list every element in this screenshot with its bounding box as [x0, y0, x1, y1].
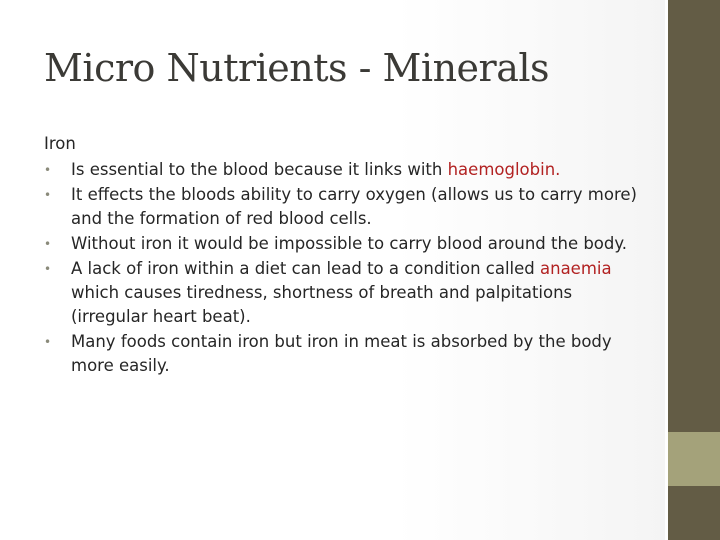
bullet-item: [44, 330, 644, 378]
sidebar-accent-block: [668, 432, 720, 486]
bullet-text-continued: which causes tiredness, shortness of breath and palpitations (irregular heart beat).: [71, 283, 573, 326]
bullet-text: It effects the bloods ability to carry oxygen (allows us to carry more) and the formation of red blood cells.: [71, 185, 637, 228]
bullet-list: [44, 158, 644, 378]
bullet-text: Without iron it would be impossible to carry blood around the body.: [71, 234, 628, 253]
bullet-text: Many foods contain iron but iron in meat is absorbed by the body more easily.: [71, 332, 612, 375]
section-heading: Iron: [44, 134, 76, 153]
bullet-icon: •: [44, 163, 52, 177]
highlighted-term: haemoglobin.: [447, 160, 561, 179]
bullet-item: [44, 183, 644, 231]
highlighted-term: anaemia: [540, 259, 612, 278]
bullet-item: [44, 257, 644, 329]
bullet-icon: •: [44, 237, 52, 251]
slide-title: Micro Nutrients - Minerals: [44, 46, 550, 90]
bullet-text: A lack of iron within a diet can lead to a condition called: [71, 259, 540, 278]
slide-body: [44, 132, 644, 379]
bullet-icon: •: [44, 335, 52, 349]
bullet-icon: •: [44, 188, 52, 202]
bullet-item: [44, 158, 644, 182]
bullet-item: [44, 232, 644, 256]
bullet-icon: •: [44, 262, 52, 276]
bullet-text: Is essential to the blood because it links with: [71, 160, 448, 179]
decorative-sidebar: [665, 0, 720, 540]
